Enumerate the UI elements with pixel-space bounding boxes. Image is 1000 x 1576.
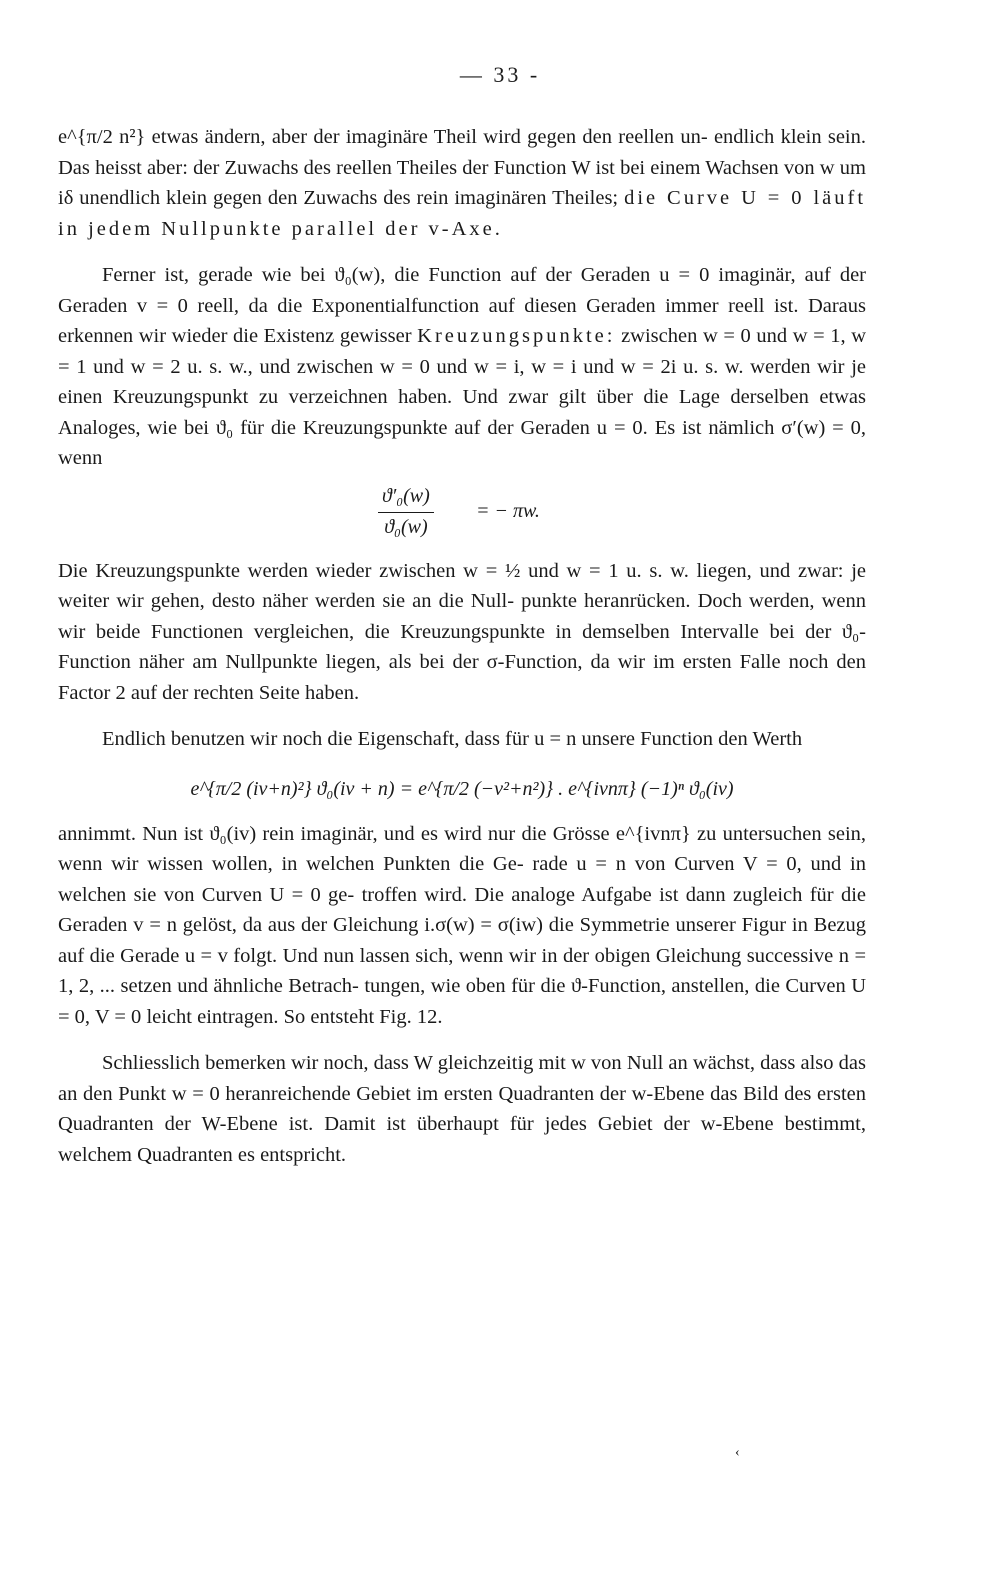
p2-line-5: zwischen w = 0 und w = 1, w = 1 und w = 2 u. s. w., — [58, 325, 867, 378]
p3-line-2: liegen, und zwar: je weiter wir gehen, desto näher werden sie an die Null- — [58, 559, 866, 612]
p3-line-3: punkte heranrücken. Doch werden, wenn wir beide Functionen vergleichen, — [58, 590, 867, 643]
p5-line-1: annimmt. Nun ist ϑ₀(iv) rein imaginär, und es wird nur die Grösse e^{ivnπ} — [58, 822, 691, 845]
p5-line-5: gelöst, da aus der Gleichung i.σ(w) = σ(iw) die Symmetrie unserer Figur — [182, 914, 787, 936]
p2-line-2: imaginär, auf der Geraden v = 0 reell, da die Exponentialfunction auf diesen — [58, 264, 867, 317]
paragraph-6 — [58, 1048, 866, 1170]
p1-line-1: e^{π/2 n²} etwas ändern, aber der imaginäre Theil wird gegen den reellen un- — [58, 126, 708, 148]
p6-line-4: ist. Damit ist überhaupt für jedes Gebiet der w-Ebene bestimmt, welchem — [58, 1113, 867, 1166]
p3-line-4: die Kreuzungspunkte in demselben Intervalle bei der ϑ₀-Function näher am — [58, 620, 866, 673]
p4-line-1: Endlich benutzen wir noch die Eigenschaft, dass für u = n unsere — [102, 728, 636, 750]
p2-line-9: Geraden u = 0. Es ist nämlich σ′(w) = 0, wenn — [58, 416, 867, 469]
p6-line-2: an wächst, dass also das an den Punkt w = 0 heranreichende Gebiet im — [58, 1052, 866, 1105]
p5-line-4: troffen wird. Die analoge Aufgabe ist dann zugleich für die Geraden v = n — [58, 883, 867, 936]
p1-line-4: den Zuwachs des rein imaginären Theiles; — [267, 187, 619, 209]
p1-line-5: die Curve U = 0 läuft in jedem Nullpunkte parallel der v-Axe. — [58, 187, 867, 240]
equation-display: e^{π/2 (iv+n)²} ϑ₀(iv + n) = e^{π/2 (−v²+n²)} . e^{ivnπ} (−1)ⁿ ϑ₀(iv) — [190, 777, 734, 800]
page-body — [58, 122, 866, 1170]
p2-line-8: derselben etwas Analoges, wie bei ϑ₀ für die Kreuzungspunkte auf der — [58, 386, 866, 439]
p1-line-3: Function W ist bei einem Wachsen von w um iδ unendlich klein gegen — [58, 156, 866, 209]
fraction-denominator: ϑ₀(w) — [384, 515, 428, 538]
p3-line-6: den Factor 2 auf der rechten Seite haben. — [58, 651, 866, 704]
p2-line-3: Geraden immer reell ist. Daraus erkennen wir wieder die Existenz gewisser — [58, 294, 867, 347]
paragraph-5 — [58, 819, 866, 1033]
fraction-rhs: = − πw. — [476, 499, 540, 522]
p5-line-9: leicht eintragen. So entsteht Fig. 12. — [146, 1005, 443, 1028]
p5-line-7: der obigen Gleichung successive n = 1, 2, ... setzen und ähnliche Betrach- — [58, 944, 867, 997]
paragraph-2 — [58, 260, 866, 474]
p5-line-3: rade u = n von Curven V = 0, und in welchen sie von Curven U = 0 ge- — [58, 853, 866, 906]
paragraph-1 — [58, 122, 866, 244]
fraction — [378, 482, 434, 541]
fraction-numerator: ϑ′₀(w) — [378, 482, 434, 513]
paragraph-4 — [58, 724, 866, 755]
corner-mark: ‹ — [735, 1445, 740, 1460]
p2-line-7: einen Kreuzungspunkt zu verzeichnen haben. Und zwar gilt über die Lage — [58, 386, 720, 408]
p5-line-8: tungen, wie oben für die ϑ-Function, anstellen, die Curven U = 0, V = 0 — [58, 975, 866, 1028]
p3-line-1: Die Kreuzungspunkte werden wieder zwischen w = ½ und w = 1 u. s. w. — [58, 559, 689, 582]
equation-fraction — [58, 482, 866, 548]
p2-line-6: und zwischen w = 0 und w = i, w = i und w = 2i u. s. w. werden wir je — [259, 355, 866, 378]
p4-line-2: Function den Werth — [640, 728, 803, 750]
paragraph-3 — [58, 556, 866, 709]
p5-line-6: in Bezug auf die Gerade u = v folgt. Und nun lassen sich, wenn wir in — [58, 914, 867, 967]
p2-line-1: Ferner ist, gerade wie bei ϑ₀(w), die Function auf der Geraden u = 0 — [102, 264, 710, 286]
p6-line-1: Schliesslich bemerken wir noch, dass W gleichzeitig mit w von Null — [102, 1052, 664, 1074]
p5-line-2: zu untersuchen sein, wenn wir wissen wollen, in welchen Punkten die Ge- — [58, 822, 867, 875]
p2-line-4: Kreuzungspunkte: — [417, 325, 616, 347]
p6-line-5: Quadranten es entspricht. — [137, 1143, 347, 1166]
p6-line-3: ersten Quadranten der w-Ebene das Bild des ersten Quadranten der W-Ebene — [58, 1082, 867, 1135]
p3-line-5: Nullpunkte liegen, als bei der σ-Function, da wir im ersten Falle noch — [225, 651, 829, 673]
p1-line-2: endlich klein sein. Das heisst aber: der Zuwachs des reellen Theiles der — [58, 126, 867, 179]
page-number: — 33 - — [459, 62, 541, 87]
